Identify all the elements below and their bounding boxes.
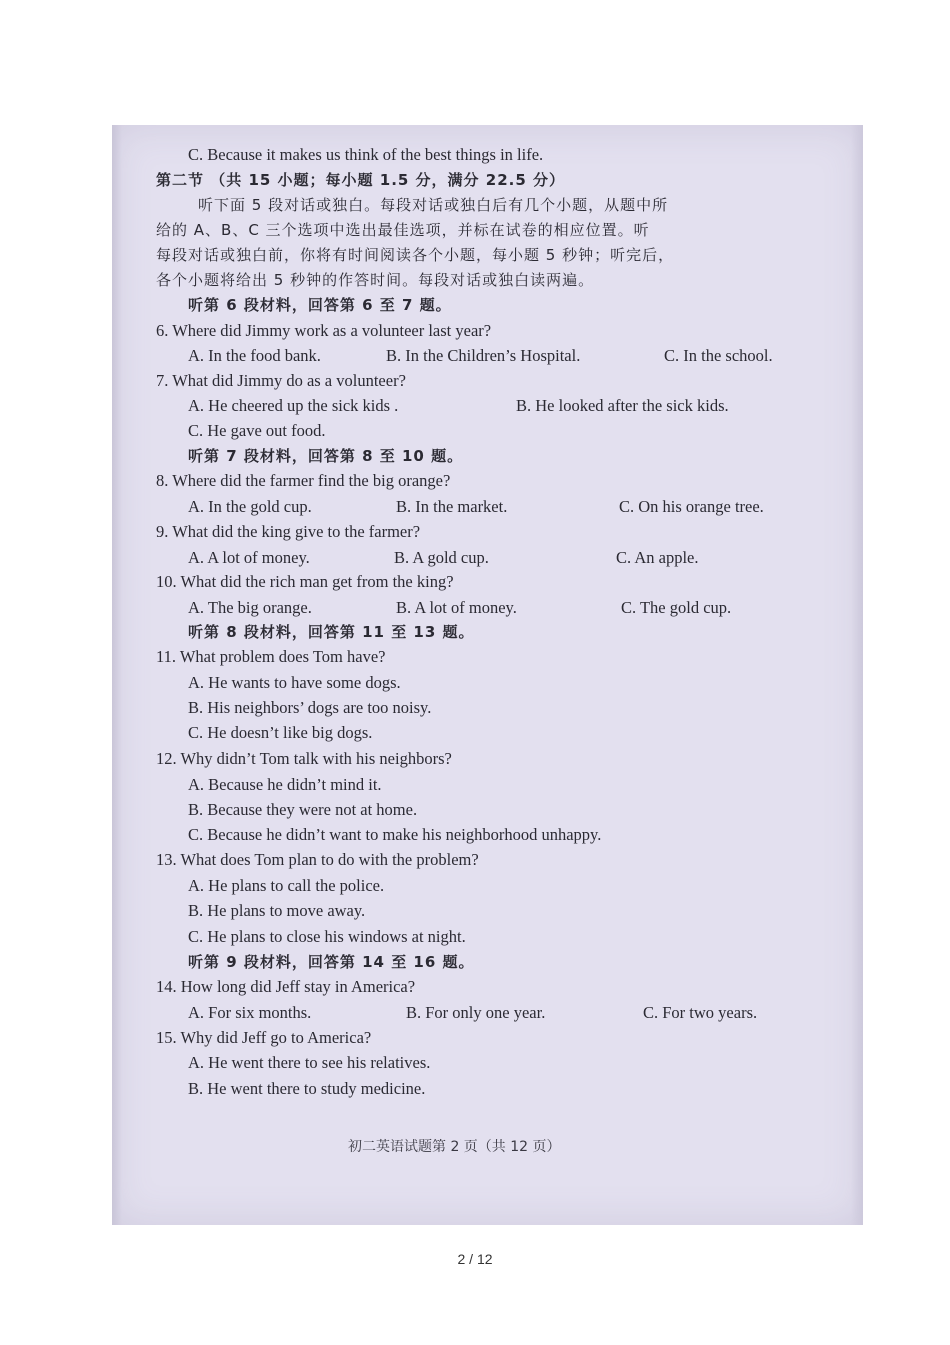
instruction-line-2: 给的 A、B、C 三个选项中选出最佳选项，并标在试卷的相应位置。听	[156, 221, 650, 239]
option-13c: C. He plans to close his windows at night.	[188, 927, 466, 946]
option-10a: A. The big orange.	[188, 598, 312, 617]
option-7b: B. He looked after the sick kids.	[516, 396, 729, 415]
option-12c: C. Because he didn’t want to make his neighborhood unhappy.	[188, 825, 602, 844]
option-11a: A. He wants to have some dogs.	[188, 673, 401, 692]
option-15a: A. He went there to see his relatives.	[188, 1053, 431, 1072]
option-12b: B. Because they were not at home.	[188, 800, 418, 819]
option-10c: C. The gold cup.	[621, 598, 732, 617]
question-6: 6. Where did Jimmy work as a volunteer last year?	[156, 321, 492, 340]
option-9b: B. A gold cup.	[394, 548, 489, 567]
option-10b: B. A lot of money.	[396, 598, 517, 617]
section-heading: 第二节 （共 15 小题；每小题 1.5 分，满分 22.5 分）	[156, 171, 566, 189]
material-heading-6: 听第 6 段材料，回答第 6 至 7 题。	[188, 296, 452, 314]
option-8a: A. In the gold cup.	[188, 497, 312, 516]
question-10: 10. What did the rich man get from the king?	[156, 572, 454, 591]
option-6b: B. In the Children’s Hospital.	[386, 346, 581, 365]
question-7: 7. What did Jimmy do as a volunteer?	[156, 371, 406, 390]
option-11b: B. His neighbors’ dogs are too noisy.	[188, 698, 432, 717]
scan-edge-left	[112, 125, 122, 1225]
instruction-line-4: 各个小题将给出 5 秒钟的作答时间。每段对话或独白读两遍。	[156, 271, 595, 289]
option-15b: B. He went there to study medicine.	[188, 1079, 426, 1098]
material-heading-7: 听第 7 段材料，回答第 8 至 10 题。	[188, 447, 464, 465]
question-12: 12. Why didn’t Tom talk with his neighbors?	[156, 749, 452, 768]
question-9: 9. What did the king give to the farmer?	[156, 522, 421, 541]
option-5c: C. Because it makes us think of the best things in life.	[188, 145, 544, 164]
option-11c: C. He doesn’t like big dogs.	[188, 723, 373, 742]
instruction-line-3: 每段对话或独白前，你将有时间阅读各个小题，每小题 5 秒钟；听完后，	[156, 246, 675, 264]
material-heading-8: 听第 8 段材料，回答第 11 至 13 题。	[188, 623, 475, 641]
option-9a: A. A lot of money.	[188, 548, 310, 567]
instruction-line-1: 听下面 5 段对话或独白。每段对话或独白后有几个小题，从题中所	[198, 196, 669, 214]
option-9c: C. An apple.	[616, 548, 699, 567]
option-7a: A. He cheered up the sick kids .	[188, 396, 399, 415]
option-6c: C. In the school.	[664, 346, 773, 365]
material-heading-9: 听第 9 段材料，回答第 14 至 16 题。	[188, 953, 475, 971]
question-15: 15. Why did Jeff go to America?	[156, 1028, 372, 1047]
scan-edge-right	[851, 125, 863, 1225]
option-14b: B. For only one year.	[406, 1003, 546, 1022]
question-8: 8. Where did the farmer find the big orange?	[156, 471, 451, 490]
question-11: 11. What problem does Tom have?	[156, 647, 386, 666]
question-13: 13. What does Tom plan to do with the problem?	[156, 850, 479, 869]
option-13a: A. He plans to call the police.	[188, 876, 385, 895]
option-14c: C. For two years.	[643, 1003, 758, 1022]
page-footer: 初二英语试题第 2 页（共 12 页）	[348, 1139, 561, 1155]
option-14a: A. For six months.	[188, 1003, 312, 1022]
option-8c: C. On his orange tree.	[619, 497, 764, 516]
option-8b: B. In the market.	[396, 497, 508, 516]
scanned-exam-page	[112, 125, 863, 1225]
option-6a: A. In the food bank.	[188, 346, 321, 365]
option-13b: B. He plans to move away.	[188, 901, 366, 920]
question-14: 14. How long did Jeff stay in America?	[156, 977, 416, 996]
option-7c: C. He gave out food.	[188, 421, 326, 440]
option-12a: A. Because he didn’t mind it.	[188, 775, 382, 794]
page-indicator: 2 / 12	[457, 1251, 493, 1267]
